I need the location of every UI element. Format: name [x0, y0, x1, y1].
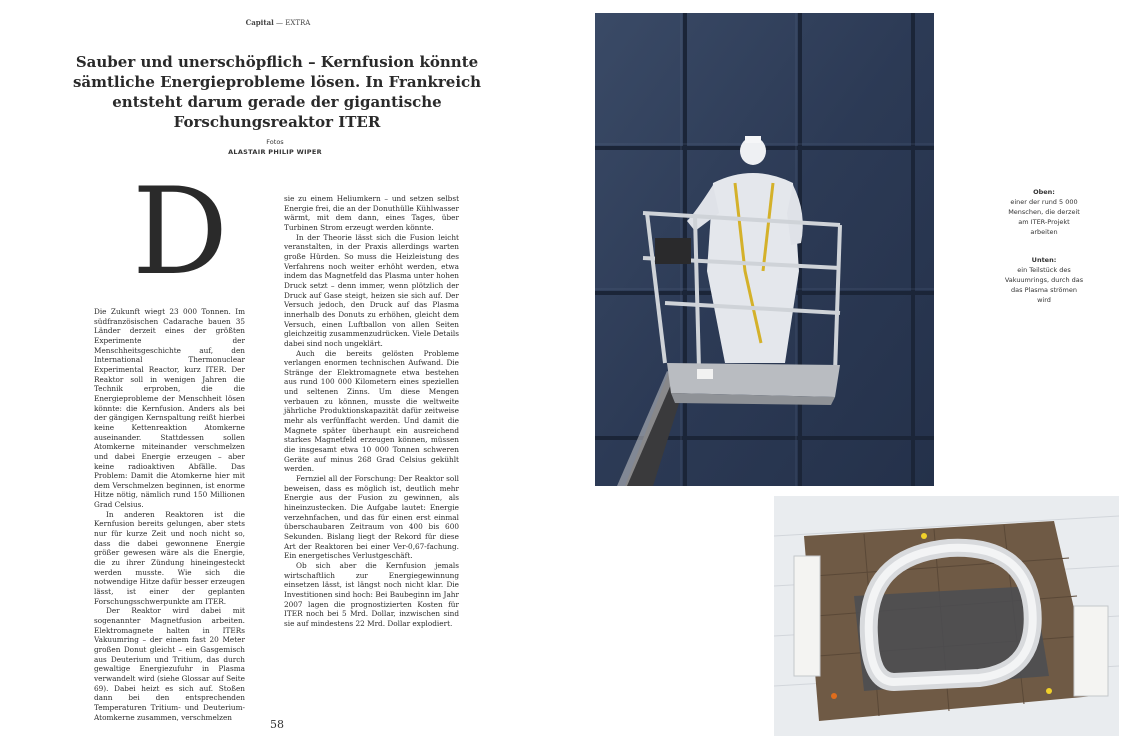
photo-credit — [200, 137, 350, 157]
worker-platform-illustration — [595, 13, 934, 486]
article-column-2 — [284, 194, 459, 629]
paragraph: Der Reaktor wird dabei mit sogenannter Magnetfusion arbeiten. Elektromagnete halten in ITERs Vakuumring – der einem fast 20 Meter großen Donut gleicht – ein Gasgemisch aus Deuterium und Tritium, das durch gewaltige Energiezufuhr in Plasma verwandelt wird (siehe Glossar auf Seite 69). Dabei heizt es sich auf. Stoßen dann bei den entsprechenden Temperaturen Tritium- und Deuterium-Atomkerne zusammen, verschmelzen — [94, 606, 245, 722]
paragraph: Auch die bereits gelösten Probleme verlangen enormen technischen Aufwand. Die Stränge der Elektromagnete etwa bestehen aus rund 100 000 Kilometern eines speziellen und seltenen Zinns. Um diese Mengen verbauen zu können, musste die weltweite jährliche Produktionskapazität dafür zeitweise mehr als verfünffacht werden. Und damit die Magnete später überhaupt ein ausreichend starkes Magnetfeld erzeugen können, müssen die insgesamt etwa 10 000 Tonnen schweren Geräte auf minus 268 Grad Celsius gekühlt werden. — [284, 348, 459, 474]
magazine-name: Capital — [245, 18, 274, 27]
headline: Sauber und unerschöpflich – Kernfusion könnte sämtliche Energieprobleme lösen. In Frankreich entsteht darum gerade der gigantische Forschungsreaktor ITER — [72, 53, 482, 131]
caption-lead: Unten: — [1031, 256, 1057, 264]
paragraph: Fernziel all der Forschung: Der Reaktor soll beweisen, dass es möglich ist, deutlich mehr Energie aus der Fusion zu gewinnen, als hineinzustecken. Die Aufgabe lautet: Energie verzehnfachen, und das für einen erst einmal überschaubaren Zeitraum von 400 bis 600 Sekunden. Bislang liegt der Rekord für diese Art der Reaktoren bei einer Ver-0,67-fachung. Ein energetisches Verlustgeschäft. — [284, 474, 459, 561]
paragraph: In der Theorie lässt sich die Fusion leicht veranstalten, in der Praxis allerdings warten große Hürden. So muss die Heizleistung des Verfahrens noch weiter erhöht werden, etwa indem das Magnetfeld das Plasma unter hohen Druck setzt – denn immer, wenn plötzlich der Druck auf Gase steigt, heizen sie sich auf. Der Versuch jedoch, den Druck auf das Plasma innerhalb des Donuts zu erhöhen, gleicht dem Versuch, einen Luftballon von allen Seiten gleichzeitig zusammenzudrücken. Viele Details dabei sind noch ungeklärt. — [284, 232, 459, 348]
article-column-1 — [94, 307, 245, 722]
caption-bottom — [1004, 255, 1084, 305]
vacuum-segment-illustration — [774, 496, 1119, 736]
caption-text: einer der rund 5 000 Menschen, die derzeit am ITER-Projekt arbeiten — [1008, 198, 1080, 236]
paragraph: In anderen Reaktoren ist die Kernfusion bereits gelungen, aber stets nur für kurze Zeit und noch nicht so, dass die dabei gewonnene Energie größer gewesen wäre als die Energie, die zu ihrer Zündung hineingesteckt werden musste. Wie sich die notwendige Hitze dafür besser erzeugen lässt, ist einer der geplanten Forschungsschwerpunkte am ITER. — [94, 509, 245, 606]
drop-cap: D — [132, 163, 229, 302]
photographer-name: ALASTAIR PHILIP WIPER — [228, 148, 322, 156]
credit-label: Fotos — [266, 138, 284, 146]
photo-worker-platform — [595, 13, 934, 486]
caption-top — [1004, 187, 1084, 237]
section-name: — EXTRA — [276, 19, 311, 27]
page-number: 58 — [270, 718, 284, 731]
paragraph: Die Zukunft wiegt 23 000 Tonnen. Im südfranzösischen Cadarache bauen 35 Länder derzeit eines der größten Experimente der Menschheitsgeschichte auf, den International Thermonuclear Experimental Reactor, kurz ITER. Der Reaktor soll in wenigen Jahren die Technik erproben, die die Energieprobleme der Menschheit lösen könnte: die Kernfusion. Anders als bei der gängigen Kernspaltung reißt hierbei keine Kettenreaktion Atomkerne auseinander. Stattdessen sollen Atomkerne miteinander verschmelzen und dabei Energie erzeugen – aber keine radioaktiven Abfälle. Das Problem: Damit die Atomkerne hier mit dem Verschmelzen beginnen, ist enorme Hitze nötig, nämlich rund 150 Millionen Grad Celsius. — [94, 307, 245, 510]
paragraph: Ob sich aber die Kernfusion jemals wirtschaftlich zur Energiegewinnung einsetzen lässt, ist längst noch nicht klar. Die Investitionen sind hoch: Bei Baubeginn im Jahr 2007 lagen die prognostizierten Kosten für ITER noch bei 5 Mrd. Dollar, inzwischen sind sie auf mindestens 22 Mrd. Dollar explodiert. — [284, 560, 459, 628]
caption-text: ein Teilstück des Vakuumrings, durch das das Plasma strömen wird — [1004, 266, 1084, 304]
caption-lead: Oben: — [1033, 188, 1055, 196]
photo-vacuum-segment — [774, 496, 1119, 736]
paragraph: sie zu einem Heliumkern – und setzen selbst Energie frei, die an der Donuthülle Kühlwasser wärmt, mit dem dann, eines Tages, über Turbinen Strom erzeugt werden könnte. — [284, 194, 459, 232]
running-head — [238, 18, 318, 27]
